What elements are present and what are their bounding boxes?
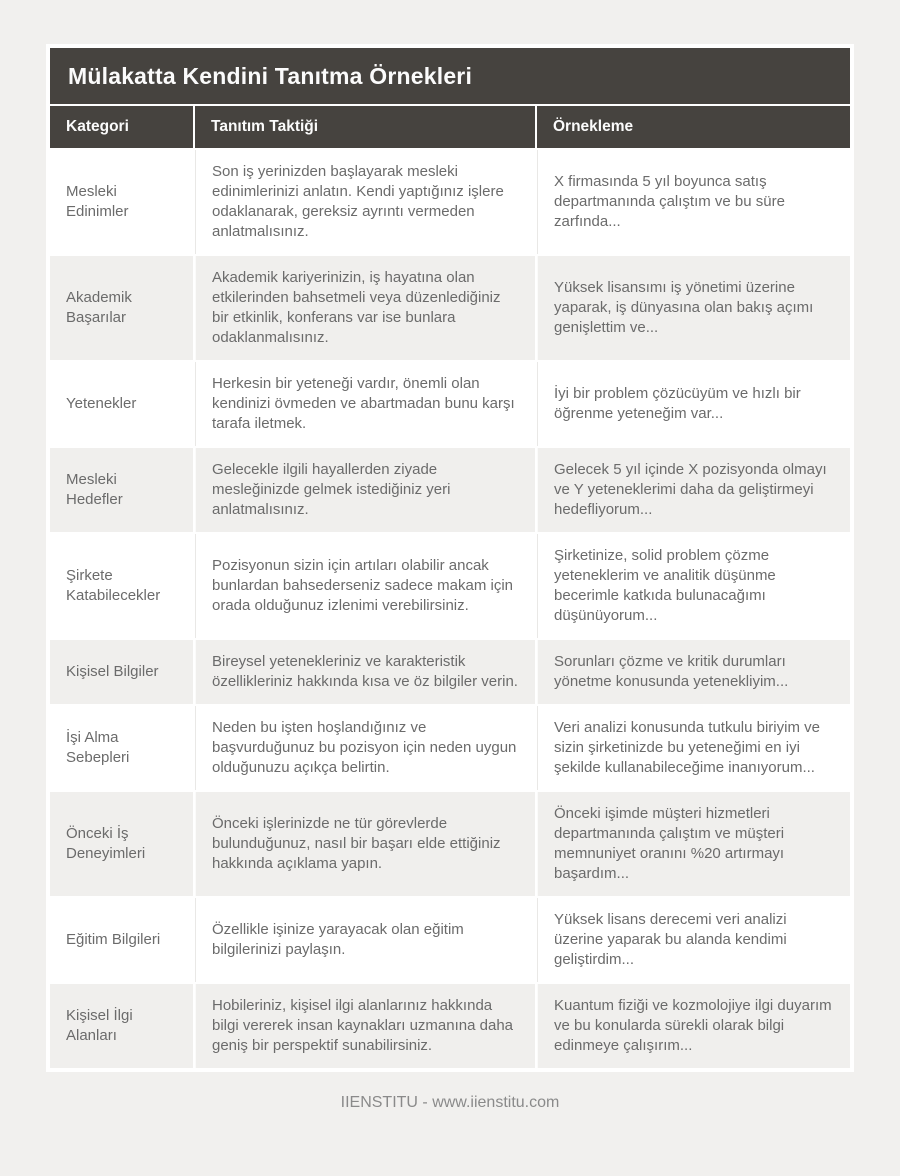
column-header-tanitim-taktigi: Tanıtım Taktiği	[195, 106, 535, 148]
category-cell: Yetenekler	[50, 362, 193, 446]
footer-credit: IIENSTITU - www.iienstitu.com	[340, 1094, 560, 1111]
example-cell: Yüksek lisans derecemi veri analizi üzerine yaparak bu alanda kendimi geliştirdim...	[537, 898, 850, 982]
category-cell: İşi Alma Sebepleri	[50, 706, 193, 790]
table-row	[50, 898, 850, 982]
example-cell: Veri analizi konusunda tutkulu biriyim ve sizin şirketinizde bu yeteneğimi en iyi şekilde kullanabileceğime inanıyorum...	[537, 706, 850, 790]
tactic-cell: Akademik kariyerinizin, iş hayatına olan etkilerinden bahsetmeli veya düzenlediğiniz bir etkinlik, konferans var ise bunlara odaklanmalısınız.	[195, 256, 535, 360]
table-row	[50, 640, 850, 704]
example-cell: Yüksek lisansımı iş yönetimi üzerine yaparak, iş dünyasına olan bakış açımı genişlettim ve...	[537, 256, 850, 360]
table-row	[50, 984, 850, 1068]
example-cell: X firmasında 5 yıl boyunca satış departmanında çalıştım ve bu süre zarfında...	[537, 150, 850, 254]
tactic-cell: Hobileriniz, kişisel ilgi alanlarınız hakkında bilgi vererek insan kaynakları uzmanına daha geniş bir perspektif sunabilirsiniz.	[195, 984, 535, 1068]
table-row	[50, 792, 850, 896]
self-introduction-table	[48, 104, 852, 1070]
category-cell: Mesleki Edinimler	[50, 150, 193, 254]
category-cell: Akademik Başarılar	[50, 256, 193, 360]
category-cell: Önceki İş Deneyimleri	[50, 792, 193, 896]
example-cell: Sorunları çözme ve kritik durumları yönetme konusunda yetenekliyim...	[537, 640, 850, 704]
category-cell: Kişisel Bilgiler	[50, 640, 193, 704]
category-cell: Şirkete Katabilecekler	[50, 534, 193, 638]
header-row	[50, 106, 850, 148]
table-row	[50, 150, 850, 254]
category-cell: Mesleki Hedefler	[50, 448, 193, 532]
category-cell: Eğitim Bilgileri	[50, 898, 193, 982]
example-cell: Önceki işimde müşteri hizmetleri departmanında çalıştım ve müşteri memnuniyet oranını %20 artırmayı başardım...	[537, 792, 850, 896]
tactic-cell: Önceki işlerinizde ne tür görevlerde bulunduğunuz, nasıl bir başarı elde ettiğiniz hakkında açıklama yapın.	[195, 792, 535, 896]
tactic-cell: Bireysel yetenekleriniz ve karakteristik özellikleriniz hakkında kısa ve öz bilgiler verin.	[195, 640, 535, 704]
table-card	[46, 44, 854, 1072]
example-cell: Gelecek 5 yıl içinde X pozisyonda olmayı ve Y yeteneklerimi daha da geliştirmeyi hedefliyorum...	[537, 448, 850, 532]
table-row	[50, 256, 850, 360]
tactic-cell: Herkesin bir yeteneği vardır, önemli olan kendinizi övmeden ve abartmadan bunu karşı tarafa iletmek.	[195, 362, 535, 446]
table-row	[50, 448, 850, 532]
example-cell: Şirketinize, solid problem çözme yeteneklerim ve analitik düşünme becerimle katkıda bulunacağımı düşünüyorum...	[537, 534, 850, 638]
table-row	[50, 362, 850, 446]
tactic-cell: Pozisyonun sizin için artıları olabilir ancak bunlardan bahsederseniz sadece makam için orada olduğunuz izlenimi verebilirsiniz.	[195, 534, 535, 638]
table-header	[50, 106, 850, 148]
example-cell: Kuantum fiziği ve kozmolojiye ilgi duyarım ve bu konularda sürekli olarak bilgi edinmeye çalışırım...	[537, 984, 850, 1068]
column-header-ornekleme: Örnekleme	[537, 106, 850, 148]
category-cell: Kişisel İlgi Alanları	[50, 984, 193, 1068]
tactic-cell: Son iş yerinizden başlayarak mesleki edinimlerinizi anlatın. Kendi yaptığınız işlere odaklanarak, gereksiz ayrıntı vermeden anlatmalısınız.	[195, 150, 535, 254]
tactic-cell: Neden bu işten hoşlandığınız ve başvurduğunuz bu pozisyon için neden uygun olduğunuzu açıkça belirtin.	[195, 706, 535, 790]
tactic-cell: Gelecekle ilgili hayallerden ziyade mesleğinizde gelmek istediğiniz yeri anlatmalısınız.	[195, 448, 535, 532]
table-row	[50, 534, 850, 638]
table-body	[50, 150, 850, 1068]
table-title: Mülakatta Kendini Tanıtma Örnekleri	[50, 48, 850, 104]
table-row	[50, 706, 850, 790]
tactic-cell: Özellikle işinize yarayacak olan eğitim bilgilerinizi paylaşın.	[195, 898, 535, 982]
example-cell: İyi bir problem çözücüyüm ve hızlı bir öğrenme yeteneğim var...	[537, 362, 850, 446]
column-header-kategori: Kategori	[50, 106, 193, 148]
